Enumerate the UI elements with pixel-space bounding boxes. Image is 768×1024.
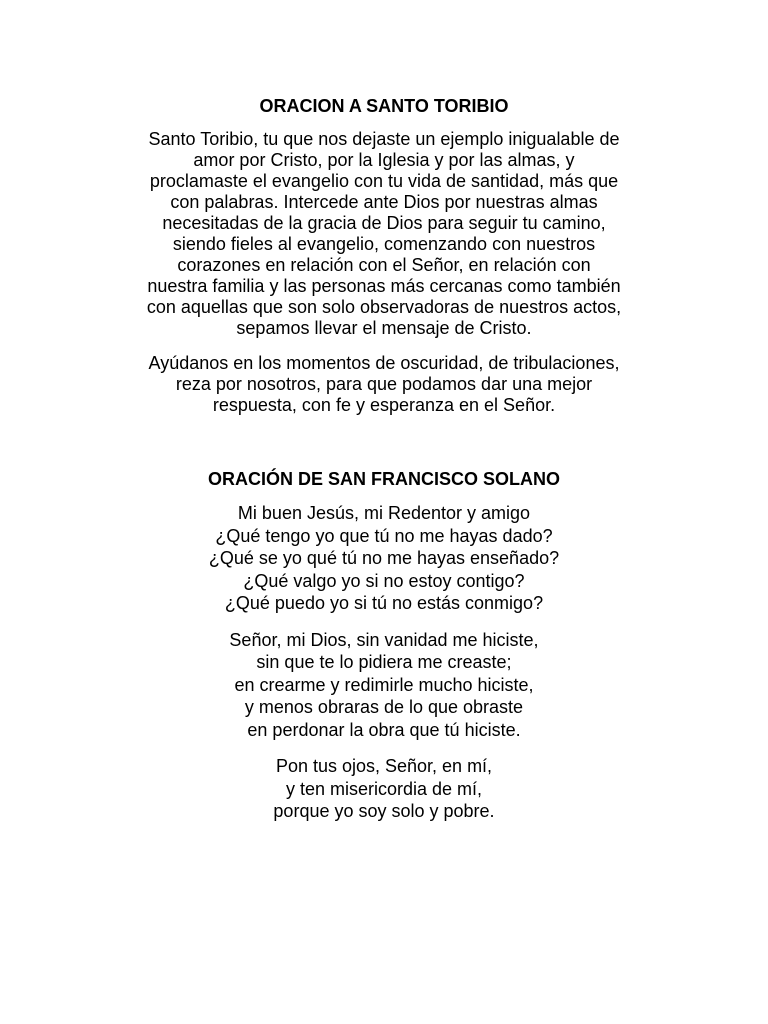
text-line: con aquellas que son solo observadoras de nuestros actos,	[146, 297, 622, 317]
verse-line: Mi buen Jesús, mi Redentor y amigo	[237, 503, 531, 523]
verse-line: y ten misericordia de mí,	[285, 778, 483, 799]
verse-line: Señor, mi Dios, sin vanidad me hiciste,	[229, 629, 539, 650]
stanza	[0, 629, 768, 742]
text-line: respuesta, con fe y esperanza en el Señor.	[212, 395, 556, 415]
prayer-san-francisco-solano	[0, 468, 768, 823]
text-line: Santo Toribio, tu que nos dejaste un ejemplo inigualable de	[148, 129, 620, 149]
prayer-santo-toribio	[0, 95, 768, 416]
verse-line: ¿Qué se yo qué tú no me hayas enseñado?	[208, 548, 560, 568]
section-title: ORACION A SANTO TORIBIO	[259, 96, 509, 116]
text-line: necesitadas de la gracia de Dios para seguir tu camino,	[162, 213, 606, 233]
text-line: reza por nosotros, para que podamos dar una mejor	[175, 374, 593, 394]
verse-line: ¿Qué valgo yo si no estoy contigo?	[243, 570, 525, 591]
verse-line: Pon tus ojos, Señor, en mí,	[275, 756, 493, 776]
verse-line: porque yo soy solo y pobre.	[273, 801, 495, 821]
verse-line: en crearme y redimirle mucho hiciste,	[234, 674, 534, 695]
text-line: amor por Cristo, por la Iglesia y por las almas, y	[193, 150, 575, 170]
stanza	[0, 502, 768, 615]
text-line: Ayúdanos en los momentos de oscuridad, de tribulaciones,	[148, 353, 620, 373]
text-line: proclamaste el evangelio con tu vida de santidad, más que	[149, 171, 619, 191]
verse-line: sin que te lo pidiera me creaste;	[256, 652, 512, 672]
paragraph	[0, 129, 768, 339]
verse-line: y menos obraras de lo que obraste	[244, 697, 524, 717]
text-line: nuestra familia y las personas más cercanas como también	[147, 276, 621, 296]
text-line: corazones en relación con el Señor, en relación con	[177, 255, 591, 275]
text-line: con palabras. Intercede ante Dios por nuestras almas	[170, 192, 598, 212]
verse-line: ¿Qué tengo yo que tú no me hayas dado?	[215, 525, 553, 546]
verse-line: ¿Qué puedo yo si tú no estás conmigo?	[224, 593, 544, 613]
verse-line: en perdonar la obra que tú hiciste.	[247, 719, 521, 740]
text-line: sepamos llevar el mensaje de Cristo.	[236, 318, 532, 338]
section-title: ORACIÓN DE SAN FRANCISCO SOLANO	[207, 469, 560, 489]
paragraph	[0, 353, 768, 416]
text-line: siendo fieles al evangelio, comenzando con nuestros	[172, 234, 596, 254]
stanza	[0, 755, 768, 823]
